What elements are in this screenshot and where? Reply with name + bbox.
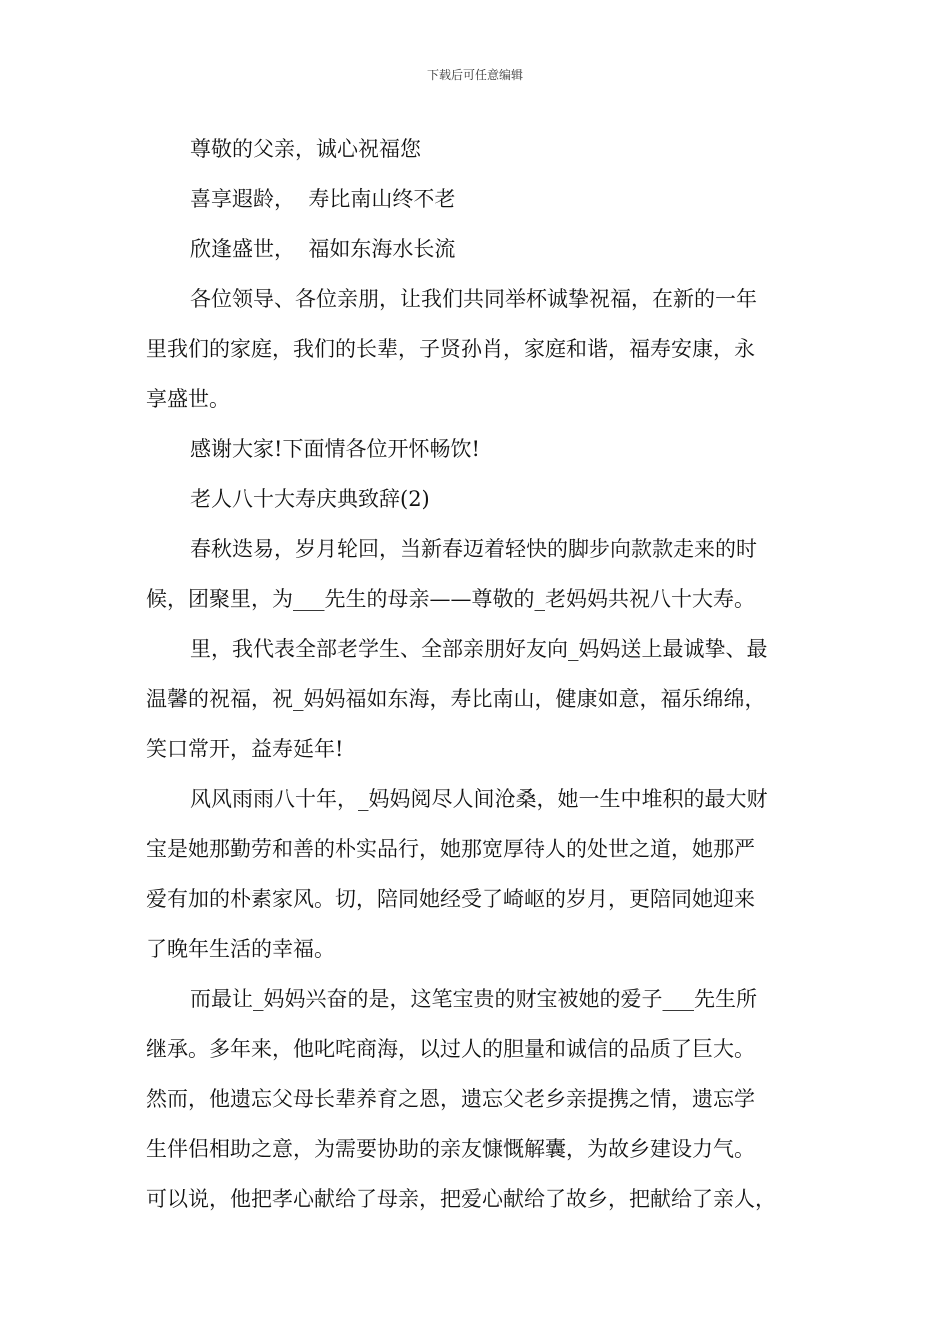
section-title: 老人八十大寿庆典致辞(2) [190, 487, 430, 511]
paragraph-line: 喜享遐龄， 寿比南山终不老 [190, 187, 456, 211]
paragraph-line: 感谢大家!下面情各位开怀畅饮! [190, 437, 480, 461]
paragraph-line: 欣逢盛世， 福如东海水长流 [190, 237, 456, 261]
paragraph-line: 风风雨雨八十年，_妈妈阅尽人间沧桑，她一生中堆积的最大财 [190, 787, 768, 811]
paragraph-line: 继承。多年来，他叱咤商海，以过人的胆量和诚信的品质了巨大。 [146, 1037, 755, 1061]
paragraph-line: 爱有加的朴素家风。切，陪同她经受了崎岖的岁月，更陪同她迎来 [146, 887, 755, 911]
paragraph-line: 生伴侣相助之意，为需要协助的亲友慷慨解囊，为故乡建设力气。 [146, 1137, 755, 1161]
paragraph-line: 候，团聚里，为___先生的母亲——尊敬的_老妈妈共祝八十大寿。 [146, 587, 755, 611]
paragraph-line: 里，我代表全部老学生、全部亲朋好友向_妈妈送上最诚挚、最 [190, 637, 768, 661]
paragraph-line: 了晚年生活的幸福。 [146, 937, 335, 961]
paragraph-line: 然而，他遗忘父母长辈养育之恩，遗忘父老乡亲提携之情，遗忘学 [146, 1087, 755, 1111]
paragraph-line: 里我们的家庭，我们的长辈，子贤孙肖，家庭和谐，福寿安康，永 [146, 337, 755, 361]
paragraph-line: 而最让_妈妈兴奋的是，这笔宝贵的财宝被她的爱子___先生所 [190, 987, 757, 1011]
paragraph-line: 宝是她那勤劳和善的朴实品行，她那宽厚待人的处世之道，她那严 [146, 837, 755, 861]
document-body [146, 124, 812, 1224]
paragraph-line: 可以说，他把孝心献给了母亲，把爱心献给了故乡，把献给了亲人， [146, 1187, 776, 1211]
paragraph-line: 春秋迭易，岁月轮回，当新春迈着轻快的脚步向款款走来的时 [190, 537, 757, 561]
paragraph-line: 享盛世。 [146, 387, 230, 411]
page-header: 下载后可任意编辑 [426, 68, 523, 82]
paragraph-line: 各位领导、各位亲朋，让我们共同举杯诚挚祝福，在新的一年 [190, 287, 757, 311]
paragraph-line: 尊敬的父亲，诚心祝福您 [190, 137, 421, 161]
paragraph-line: 温馨的祝福，祝_妈妈福如东海，寿比南山，健康如意，福乐绵绵， [146, 687, 766, 711]
paragraph-line: 笑口常开，益寿延年! [146, 737, 344, 761]
